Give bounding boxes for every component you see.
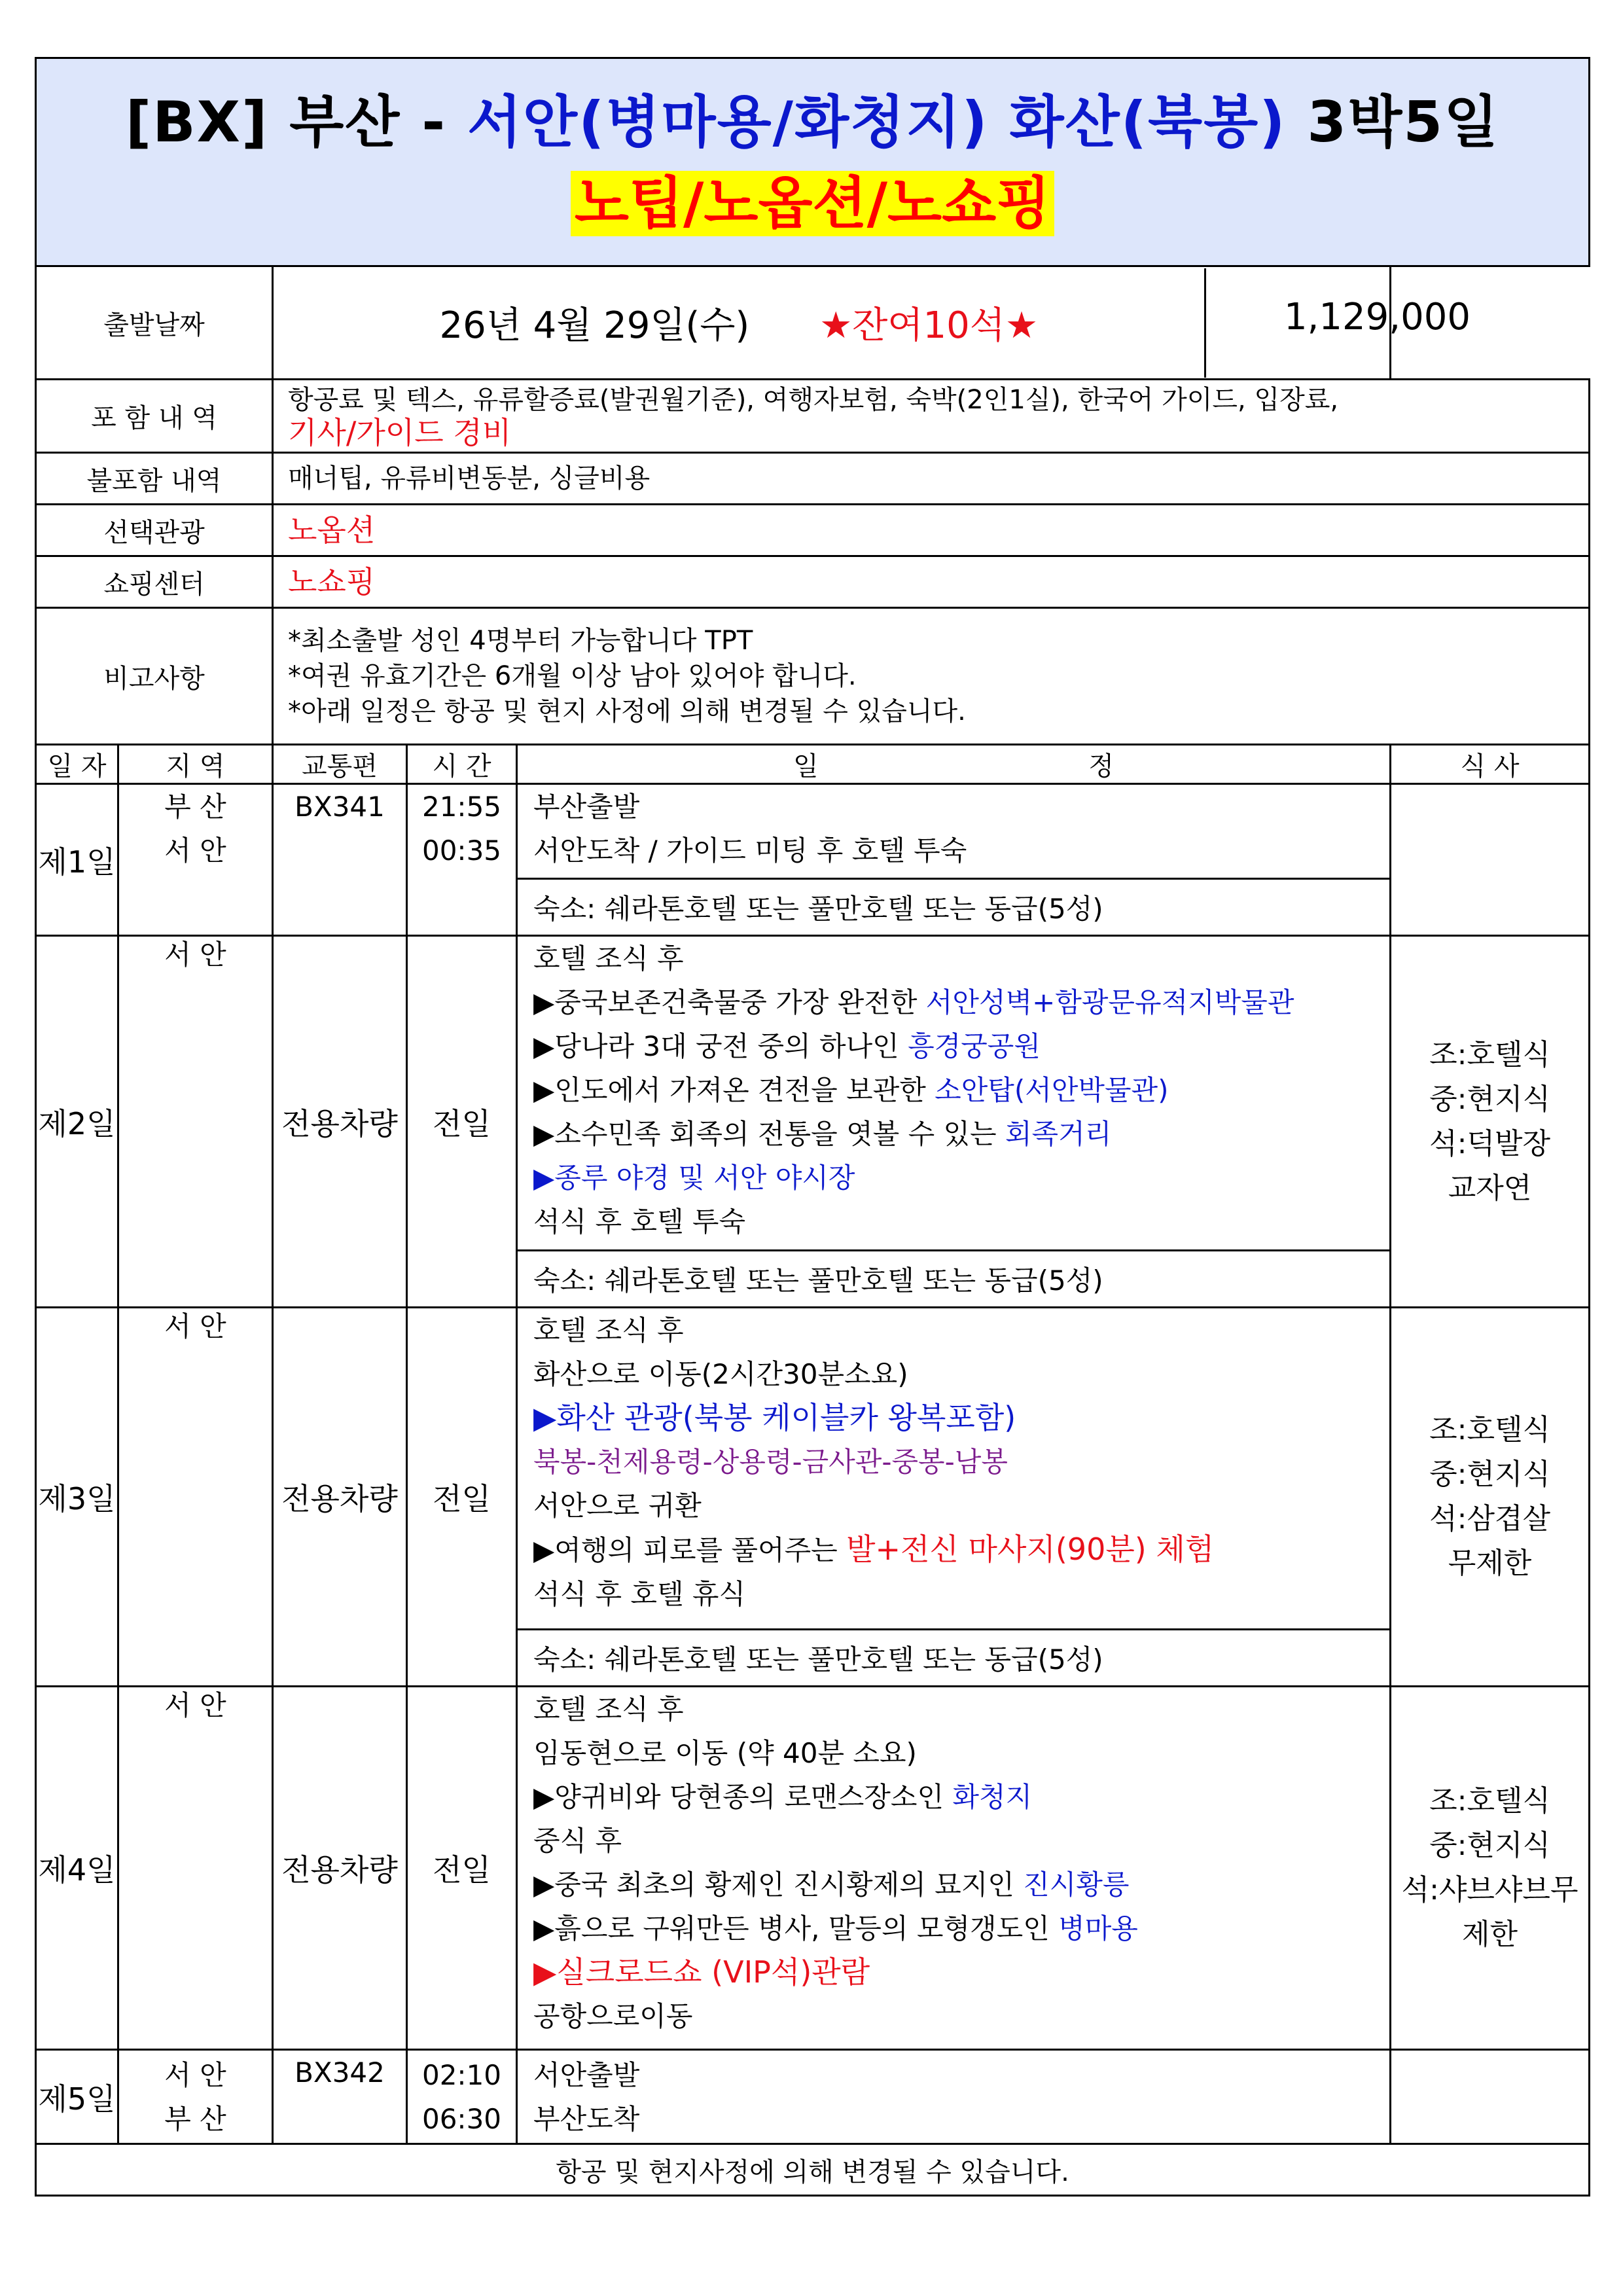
col-transport: 교통편 xyxy=(273,745,407,784)
shopping-content: 노쇼핑 xyxy=(273,556,1590,608)
meal-info: 조:호텔식 중:현지식 석:덕발장 교자연 xyxy=(1391,936,1590,1308)
price-display: 1,129,000 xyxy=(1283,296,1471,338)
itinerary-table xyxy=(35,57,1590,2197)
col-region: 지 역 xyxy=(118,745,273,784)
departure-label: 출발날짜 xyxy=(36,266,273,380)
col-schedule: 일 정 xyxy=(517,745,1391,784)
option-content: 노옵션 xyxy=(273,505,1590,556)
meal-info: 조:호텔식 중:현지식 석:샤브샤브무 제한 xyxy=(1391,1687,1590,2050)
departure-date: 26년 4월 29일(수) xyxy=(439,304,750,347)
remarks-label: 비고사항 xyxy=(36,608,273,745)
included-content: 항공료 및 텍스, 유류할증료(발권월기준), 여행자보험, 숙박(2인1실), 한국어 가이드, 입장료, 기사/가이드 경비 xyxy=(273,380,1590,453)
page-title: [BX] 부산 - 서안(병마용/화청지) 화산(북봉) 3박5일 xyxy=(125,90,1500,155)
hotel-info: 숙소: 쉐라톤호텔 또는 풀만호텔 또는 동급(5성) xyxy=(518,1251,1389,1307)
col-meal: 식 사 xyxy=(1391,745,1590,784)
footer-note: 항공 및 현지사정에 의해 변경될 수 있습니다. xyxy=(36,2144,1590,2196)
column-header-row xyxy=(36,745,1590,784)
excluded-label: 불포함 내역 xyxy=(36,453,273,505)
day-row: 제5일 서 안 부 산 BX342 02:10 06:30 서안출발 부산도착 xyxy=(36,2050,1590,2144)
day-row: 제1일 부 산 서 안 BX341 21:55 00:35 부산출발 서안도착 / 가이드 미팅 후 호텔 투숙 숙소: 쉐라톤호텔 또는 풀만호텔 또는 동급(5성) xyxy=(36,784,1590,936)
remaining-seats: ★잔여10석★ xyxy=(819,304,1039,347)
shopping-label: 쇼핑센터 xyxy=(36,556,273,608)
hotel-info: 숙소: 쉐라톤호텔 또는 풀만호텔 또는 동급(5성) xyxy=(518,1630,1389,1686)
hotel-info: 숙소: 쉐라톤호텔 또는 풀만호텔 또는 동급(5성) xyxy=(518,879,1389,935)
remarks-content: *최소출발 성인 4명부터 가능합니다 TPT *여권 유효기간은 6개월 이상 남아 있어야 합니다. *아래 일정은 항공 및 현지 사정에 의해 변경될 수 있습니다. xyxy=(273,608,1590,745)
subtitle-banner: 노팁/노옵션/노쇼핑 xyxy=(571,171,1054,236)
day-row: 제4일 서 안 전용차량 전일 호텔 조식 후 임동현으로 이동 (약 40분 소요) ▶양귀비와 당현종의 로맨스장소인 화청지 중식 후 ▶중국 최초의 황제인 진시황제의 묘지인 진시황릉 ▶흙으로 구워만든 병사, 말등의 모형갱도인 병마용 ▶실크로드쇼 (VIP석)관람 공항으로이동 조:호텔식 중:현지식 석:샤브샤브무 제한 xyxy=(36,1687,1590,2050)
title-block xyxy=(36,58,1590,266)
day-row: 제2일 서 안 전용차량 전일 호텔 조식 후 ▶중국보존건축물중 가장 완전한 서안성벽+함광문유적지박물관 ▶당나라 3대 궁전 중의 하나인 흥경궁공원 ▶인도에서 가져온 견전을 보관한 소안탑(서안박물관) ▶소수민족 회족의 전통을 엿볼 수 있는 회족거리 ▶종루 야경 및 서안 야시장 석식 후 호텔 투숙 숙소: 쉐라톤호텔 또는 풀만호텔 또는 동급(5성) 조:호텔식 중:현지식 석:덕발장 교자연 xyxy=(36,936,1590,1308)
day-row: 제3일 서 안 전용차량 전일 호텔 조식 후 화산으로 이동(2시간30분소요) ▶화산 관광(북봉 케이블카 왕복포함) 북봉-천제용령-상용령-금사관-중봉-남봉 서안으로 귀환 ▶여행의 피로를 풀어주는 발+전신 마사지(90분) 체험 석식 후 호텔 휴식 숙소: 쉐라톤호텔 또는 풀만호텔 또는 동급(5성) 조:호텔식 중:현지식 석:삼겹살 무제한 xyxy=(36,1308,1590,1687)
col-day: 일 자 xyxy=(36,745,118,784)
included-label: 포 함 내 역 xyxy=(36,380,273,453)
itinerary-sheet xyxy=(35,57,1588,2197)
option-label: 선택관광 xyxy=(36,505,273,556)
meal-info: 조:호텔식 중:현지식 석:삼겹살 무제한 xyxy=(1391,1308,1590,1687)
col-time: 시 간 xyxy=(407,745,517,784)
excluded-content: 매너팁, 유류비변동분, 싱글비용 xyxy=(273,453,1590,505)
